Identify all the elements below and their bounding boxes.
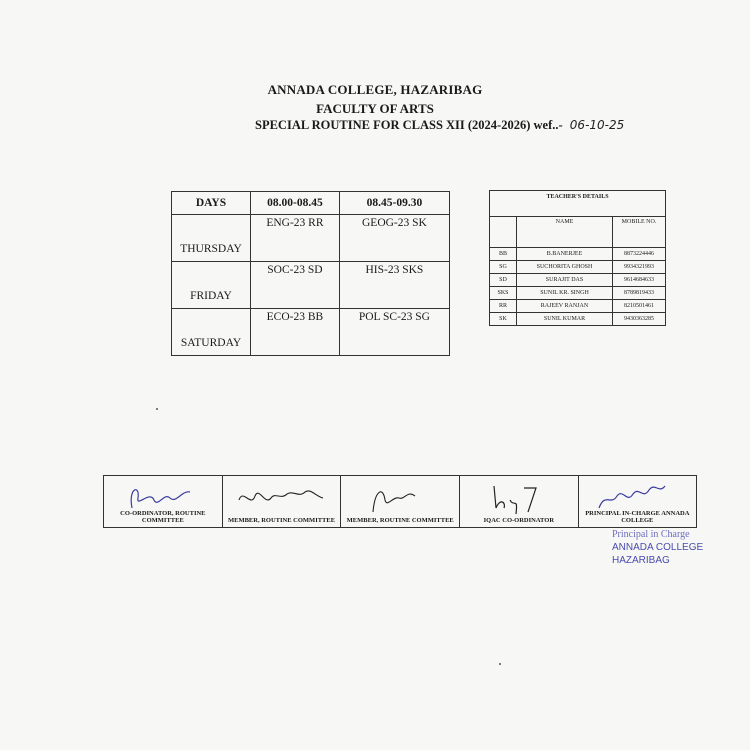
signature-mark: [347, 478, 437, 514]
slot-cell: SOC-23 SD: [251, 262, 340, 309]
teacher-name: B.BANERJEE: [517, 248, 613, 261]
teacher-mobile: 8873224446: [613, 248, 666, 261]
table-row: [490, 287, 666, 300]
teacher-name: SUNIL KR. SINGH: [517, 287, 613, 300]
table-row: [490, 313, 666, 326]
header-days: DAYS: [172, 192, 251, 215]
signature-row: [104, 476, 697, 528]
signature-role: MEMBER, ROUTINE COMMITTEE: [346, 517, 454, 524]
teacher-name: SUCHORITA GHOSH: [517, 261, 613, 274]
teacher-name: SUNIL KUMAR: [517, 313, 613, 326]
signature-mark: [229, 478, 329, 514]
teacher-code: SK: [490, 313, 517, 326]
routine-table: [171, 191, 450, 356]
header-slot-1: 08.00-08.45: [251, 192, 340, 215]
table-row: [172, 215, 450, 262]
teacher-mobile: 9614684633: [613, 274, 666, 287]
table-row: [172, 309, 450, 356]
teacher-code: BB: [490, 248, 517, 261]
day-cell: FRIDAY: [172, 262, 251, 309]
table-row: [490, 300, 666, 313]
college-name: ANNADA COLLEGE, HAZARIBAG: [267, 82, 483, 97]
teacher-mobile: 8789819433: [613, 287, 666, 300]
routine-header-row: [172, 192, 450, 215]
slot-cell: ECO-23 BB: [251, 309, 340, 356]
teacher-code: SKS: [490, 287, 517, 300]
header-slot-2: 08.45-09.30: [339, 192, 449, 215]
day-cell: THURSDAY: [172, 215, 251, 262]
table-row: [172, 262, 450, 309]
slot-cell: HIS-23 SKS: [339, 262, 449, 309]
signature-role: PRINCIPAL IN-CHARGE ANNADA COLLEGE: [585, 510, 690, 524]
signature-mark: [585, 478, 685, 514]
table-row: [490, 274, 666, 287]
day-cell: SATURDAY: [172, 309, 251, 356]
paper-speck: [156, 408, 158, 410]
paper-speck: [499, 663, 501, 665]
teacher-mobile: 8210501461: [613, 300, 666, 313]
slot-cell: GEOG-23 SK: [339, 215, 449, 262]
signature-cell-coordinator: [104, 476, 223, 528]
wef-date: 06-10-25: [569, 118, 625, 132]
teacher-code: SG: [490, 261, 517, 274]
teachers-title-row: [490, 191, 666, 217]
signature-role: CO-ORDINATOR, ROUTINE COMMITTEE: [120, 510, 206, 524]
signature-cell-member-1: [222, 476, 341, 528]
signature-mark: [110, 478, 200, 514]
code-header: [490, 217, 517, 248]
teacher-code: SD: [490, 274, 517, 287]
teachers-header-row: [490, 217, 666, 248]
signature-table: [103, 475, 697, 528]
teacher-code: RR: [490, 300, 517, 313]
mobile-header: MOBILE NO.: [613, 217, 666, 248]
slot-cell: ENG-23 RR: [251, 215, 340, 262]
routine-title: [255, 118, 624, 133]
signature-cell-iqac: [460, 476, 579, 528]
teacher-mobile: 9430363285: [613, 313, 666, 326]
stamp-line: ANNADA COLLEGE: [612, 542, 704, 553]
routine-title-text: SPECIAL ROUTINE FOR CLASS XII (2024-2026) wef..-: [255, 118, 563, 132]
signature-cell-principal: [578, 476, 696, 528]
stamp-line: Principal in Charge: [612, 529, 690, 540]
signature-role: MEMBER, ROUTINE COMMITTEE: [227, 517, 336, 524]
signature-role: IQAC CO-ORDINATOR: [483, 517, 555, 524]
signature-cell-member-2: [341, 476, 460, 528]
teacher-name: SURAJIT DAS: [517, 274, 613, 287]
teacher-name: RAJEEV RANJAN: [517, 300, 613, 313]
teacher-mobile: 9934321993: [613, 261, 666, 274]
signature-mark: [466, 478, 556, 518]
stamp-line: HAZARIBAG: [612, 555, 670, 566]
name-header: NAME: [517, 217, 613, 248]
slot-cell: POL SC-23 SG: [339, 309, 449, 356]
faculty-name: FACULTY OF ARTS: [316, 101, 434, 116]
teachers-title: TEACHER'S DETAILS: [490, 191, 666, 217]
table-row: [490, 248, 666, 261]
table-row: [490, 261, 666, 274]
college-stamp: [612, 528, 722, 567]
teachers-table: [489, 190, 666, 326]
